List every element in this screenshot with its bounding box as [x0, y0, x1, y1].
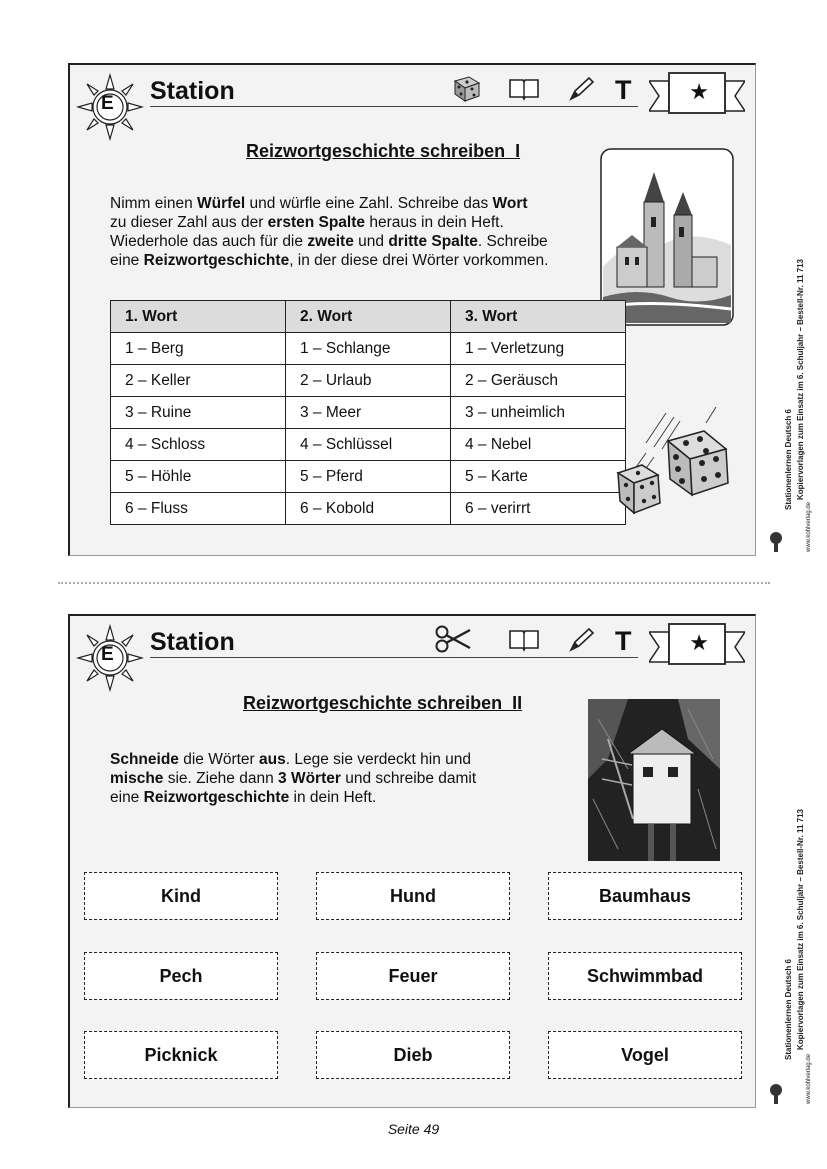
- table-cell: 3 – unheimlich: [451, 397, 626, 429]
- instruction-run: . Lege sie verdeckt hin und: [285, 751, 472, 768]
- word-card[interactable]: Picknick: [84, 1031, 278, 1079]
- instruction-run: Würfel: [197, 195, 246, 212]
- scissors-icon: [434, 624, 472, 654]
- instruction-run: , in der diese drei Wörter vorkommen.: [289, 252, 549, 269]
- station-card-1: [68, 63, 756, 556]
- page-number: Seite 49: [387, 1121, 440, 1137]
- table-cell: 3 – Meer: [286, 397, 451, 429]
- side-credit: [784, 409, 802, 560]
- dice-illustration: [616, 403, 736, 521]
- table-row: [111, 333, 626, 365]
- station-label: Station: [150, 77, 235, 105]
- table-cell: 1 – Berg: [111, 333, 286, 365]
- instruction-run: Schneide: [110, 751, 179, 768]
- word-card[interactable]: Dieb: [316, 1031, 510, 1079]
- publisher-url: www.kohlverlag.de: [806, 1053, 812, 1104]
- instruction-run: Wiederhole das auch für die: [110, 233, 308, 250]
- instruction-run: dritte Spalte: [388, 233, 478, 250]
- instruction-run: heraus in dein Heft.: [365, 214, 504, 231]
- badge-letter: E: [101, 93, 114, 114]
- exercise-title: Reizwortgeschichte schreiben II: [243, 693, 523, 713]
- instruction-text: [110, 194, 580, 270]
- star-icon: ★: [689, 79, 709, 104]
- instruction-run: und würfle eine Zahl. Schreibe das: [245, 195, 493, 212]
- side-credit-title: Stationenlernen Deutsch 6: [784, 409, 793, 510]
- table-cell: 5 – Pferd: [286, 461, 451, 493]
- word-card[interactable]: Schwimmbad: [548, 952, 742, 1000]
- side-credit-order: Kopiervorlagen zum Einsatz im 6. Schuljahr – Bestell-Nr. 11 713: [796, 809, 805, 1050]
- treehouse-photo: [588, 699, 720, 861]
- word-card[interactable]: Hund: [316, 872, 510, 920]
- word-card[interactable]: Kind: [84, 872, 278, 920]
- badge-letter: E: [101, 644, 114, 665]
- table-cell: 6 – Kobold: [286, 493, 451, 525]
- publisher-logo-icon: [768, 1082, 784, 1106]
- book-icon: [508, 628, 540, 652]
- table-header-row: [111, 301, 626, 333]
- instruction-run: ersten Spalte: [267, 214, 366, 231]
- instruction-run: Reizwortgeschichte: [143, 789, 290, 806]
- instruction-run: mische: [110, 770, 164, 787]
- instruction-run: Wort: [492, 195, 528, 212]
- publisher-url: www.kohlverlag.de: [806, 501, 812, 552]
- pencil-icon: [567, 75, 597, 103]
- publisher-logo-icon: [768, 530, 784, 554]
- instruction-run: eine: [110, 252, 144, 269]
- instruction-run: 3 Wörter: [278, 770, 341, 787]
- side-credit-order: Kopiervorlagen zum Einsatz im 6. Schuljahr – Bestell-Nr. 11 713: [796, 259, 805, 500]
- table-row: [111, 365, 626, 397]
- instruction-text: [110, 750, 550, 807]
- pencil-icon: [567, 626, 597, 654]
- instruction-run: zu dieser Zahl aus der: [110, 214, 268, 231]
- word-card[interactable]: Vogel: [548, 1031, 742, 1079]
- instruction-run: sie. Ziehe dann: [163, 770, 279, 787]
- table-row: [111, 397, 626, 429]
- instruction-run: die Wörter: [178, 751, 260, 768]
- table-cell: 4 – Schloss: [111, 429, 286, 461]
- word-card[interactable]: Feuer: [316, 952, 510, 1000]
- star-icon: ★: [689, 630, 709, 655]
- instruction-run: zweite: [307, 233, 354, 250]
- instruction-run: eine: [110, 789, 144, 806]
- station-card-2: [68, 614, 756, 1108]
- instruction-run: und schreibe damit: [340, 770, 477, 787]
- instruction-run: . Schreibe: [477, 233, 548, 250]
- header-rule: [150, 106, 638, 107]
- word-table: [110, 300, 626, 525]
- instruction-run: aus: [259, 751, 286, 768]
- table-cell: 5 – Karte: [451, 461, 626, 493]
- column-header: 1. Wort: [111, 301, 286, 333]
- table-cell: 2 – Geräusch: [451, 365, 626, 397]
- column-header: 2. Wort: [286, 301, 451, 333]
- instruction-run: Reizwortgeschichte: [143, 252, 290, 269]
- exercise-title: Reizwortgeschichte schreiben I: [246, 141, 521, 161]
- table-cell: 4 – Nebel: [451, 429, 626, 461]
- table-row: [111, 429, 626, 461]
- book-icon: [508, 77, 540, 101]
- table-cell: 4 – Schlüssel: [286, 429, 451, 461]
- table-row: [111, 493, 626, 525]
- word-card[interactable]: Pech: [84, 952, 278, 1000]
- table-cell: 2 – Keller: [111, 365, 286, 397]
- table-cell: 1 – Schlange: [286, 333, 451, 365]
- instruction-run: Nimm einen: [110, 195, 197, 212]
- instruction-run: und: [353, 233, 389, 250]
- table-cell: 3 – Ruine: [111, 397, 286, 429]
- side-credit-title: Stationenlernen Deutsch 6: [784, 959, 793, 1060]
- table-cell: 2 – Urlaub: [286, 365, 451, 397]
- table-cell: 1 – Verletzung: [451, 333, 626, 365]
- text-tool-letter: T: [615, 75, 632, 105]
- header-rule: [150, 657, 638, 658]
- table-cell: 6 – verirrt: [451, 493, 626, 525]
- text-tool-letter: T: [615, 626, 632, 656]
- instruction-run: in dein Heft.: [289, 789, 377, 806]
- table-row: [111, 461, 626, 493]
- dice-icon: [452, 73, 482, 103]
- table-cell: 6 – Fluss: [111, 493, 286, 525]
- cut-line-divider: [58, 582, 770, 584]
- word-card[interactable]: Baumhaus: [548, 872, 742, 920]
- table-cell: 5 – Höhle: [111, 461, 286, 493]
- station-label: Station: [150, 628, 235, 656]
- column-header: 3. Wort: [451, 301, 626, 333]
